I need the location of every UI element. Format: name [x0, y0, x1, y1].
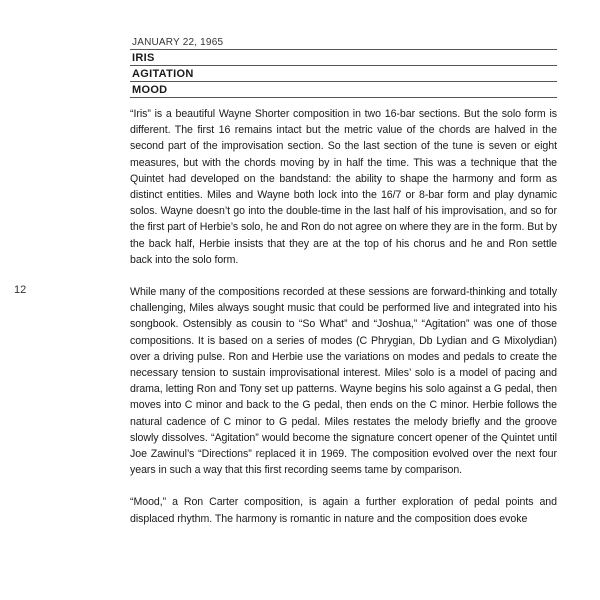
paragraph-agitation: While many of the compositions recorded at these sessions are forward-thinking and totally challenging, Miles always sought music that could be performed live and integrated into his songbook. Ostensibly as cousin to “So What” and “Joshua,” “Agitation” was one of those compositions. It is based on a series of modes (C Phrygian, Db Lydian and G Mixolydian) over a driving pulse. Ron and Herbie use the variations on modes and pedals to create the necessary tension to sustain improvisational interest. Miles’ solo is a model of pacing and drama, letting Ron and Tony set up patterns. Wayne begins his solo against a G pedal, then moves into C minor and back to the G pedal, then ends on the C minor. Herbie follows the natural cadence of C minor to G pedal. Miles restates the melody briefly and the groove slowly dissolves. “Agitation” would become the signature concert opener of the Quintet until Joe Zawinul’s “Directions” replaced it in 1969. The composition evolved over the next four years in such a way that this first recording seems tame by comparison.: [130, 286, 557, 477]
paragraph-iris: “Iris” is a beautiful Wayne Shorter composition in two 16-bar sections. But the solo form is different. The first 16 remains intact but the metric value of the chords are halved in the second part of the improvisation section. So the last section of the tune is seven or eight measures, but with the chords moving by in half the time. This was a technique that the Quintet had developed on the bandstand: the ability to shape the harmony and form as distinct entities. Miles and Wayne both lock into the 16/7 or 8-bar form and play dynamic solos. Wayne doesn’t go into the double-time in the last half of his improvisation, and so for the first part of Herbie’s solo, he and Ron do not agree on where they are in the form. But by the back half, Herbie insists that they are at the top of his chorus and he and Ron settle back into the solo form.: [130, 108, 557, 266]
page-number: 12: [14, 284, 27, 296]
session-header: [130, 36, 557, 98]
liner-notes-body: [130, 106, 557, 543]
track-title-agitation: AGITATION: [130, 66, 557, 82]
session-date: JANUARY 22, 1965: [130, 36, 557, 50]
track-title-iris: IRIS: [130, 50, 557, 66]
track-title-mood: MOOD: [130, 82, 557, 98]
paragraph-mood: “Mood,” a Ron Carter composition, is again a further exploration of pedal points and displaced rhythm. The harmony is romantic in nature and the composition does evoke: [130, 496, 557, 525]
